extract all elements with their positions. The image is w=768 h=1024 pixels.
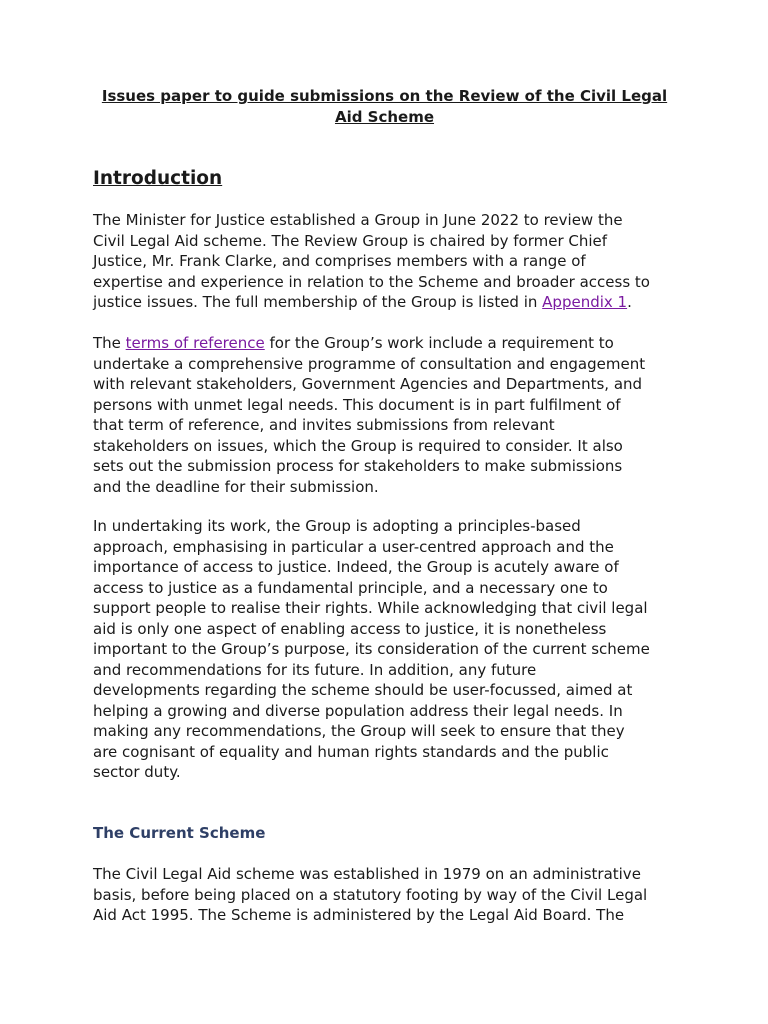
text-line: support people to realise their rights. While acknowledging that civil legal	[93, 599, 648, 617]
terms-of-reference-link[interactable]: terms of reference	[125, 334, 265, 352]
title-line-2: Aid Scheme	[334, 107, 435, 126]
text-segment: The	[93, 334, 126, 352]
text-line: access to justice as a fundamental principle, and a necessary one to	[93, 578, 608, 597]
text-line: developments regarding the scheme should be user-focussed, aimed at	[93, 681, 633, 699]
text-line: Aid Act 1995. The Scheme is administered by the Legal Aid Board. The	[93, 906, 625, 924]
text-line: In undertaking its work, the Group is adopting a principles-based	[93, 517, 581, 535]
title-line-1: Issues paper to guide submissions on the Review of the Civil Legal	[101, 87, 668, 105]
paragraph-group-established	[93, 210, 676, 313]
text-line: with relevant stakeholders, Government Agencies and Departments, and	[93, 375, 643, 393]
text-line: expertise and experience in relation to the Scheme and broader access to	[93, 272, 650, 291]
text-line: Justice, Mr. Frank Clarke, and comprises members with a range of	[93, 252, 586, 270]
document-title	[93, 86, 676, 127]
text-line: aid is only one aspect of enabling access to justice, it is nonetheless	[93, 619, 607, 638]
text-line: are cognisant of equality and human rights standards and the public	[93, 742, 609, 761]
text-line: important to the Group’s purpose, its consideration of the current scheme	[93, 640, 650, 658]
text-line: importance of access to justice. Indeed, the Group is acutely aware of	[93, 558, 619, 576]
text-line: Civil Legal Aid scheme. The Review Group is chaired by former Chief	[93, 231, 608, 250]
text-line	[93, 333, 676, 354]
text-line: persons with unmet legal needs. This document is in part fulfilment of	[93, 395, 621, 414]
text-line: helping a growing and diverse population address their legal needs. In	[93, 701, 623, 720]
text-line: sets out the submission process for stakeholders to make submissions	[93, 457, 623, 475]
text-line: stakeholders on issues, which the Group is required to consider. It also	[93, 436, 623, 455]
text-line: The Civil Legal Aid scheme was established in 1979 on an administrative	[93, 865, 641, 883]
introduction-heading: Introduction	[93, 168, 223, 189]
text-line	[93, 292, 676, 313]
text-line: and the deadline for their submission.	[93, 477, 379, 496]
text-segment: justice issues. The full membership of the Group is listed in	[93, 293, 543, 311]
text-line: approach, emphasising in particular a user-centred approach and the	[93, 537, 614, 556]
text-line: that term of reference, and invites submissions from relevant	[93, 416, 555, 434]
text-line: undertake a comprehensive programme of consultation and engagement	[93, 354, 646, 373]
appendix-1-link[interactable]: Appendix 1	[542, 293, 628, 311]
paragraph-scheme-history	[93, 864, 676, 926]
text-line: basis, before being placed on a statutory footing by way of the Civil Legal	[93, 885, 648, 904]
text-segment: .	[627, 293, 632, 311]
paragraph-terms-of-reference	[93, 333, 676, 497]
text-segment: for the Group’s work include a requirement to	[264, 334, 614, 352]
current-scheme-heading: The Current Scheme	[93, 824, 266, 842]
paragraph-principles-based-approach	[93, 516, 676, 783]
text-line: making any recommendations, the Group will seek to ensure that they	[93, 722, 625, 740]
text-line: The Minister for Justice established a Group in June 2022 to review the	[93, 211, 623, 229]
text-line: sector duty.	[93, 763, 181, 781]
text-line: and recommendations for its future. In addition, any future	[93, 660, 537, 679]
